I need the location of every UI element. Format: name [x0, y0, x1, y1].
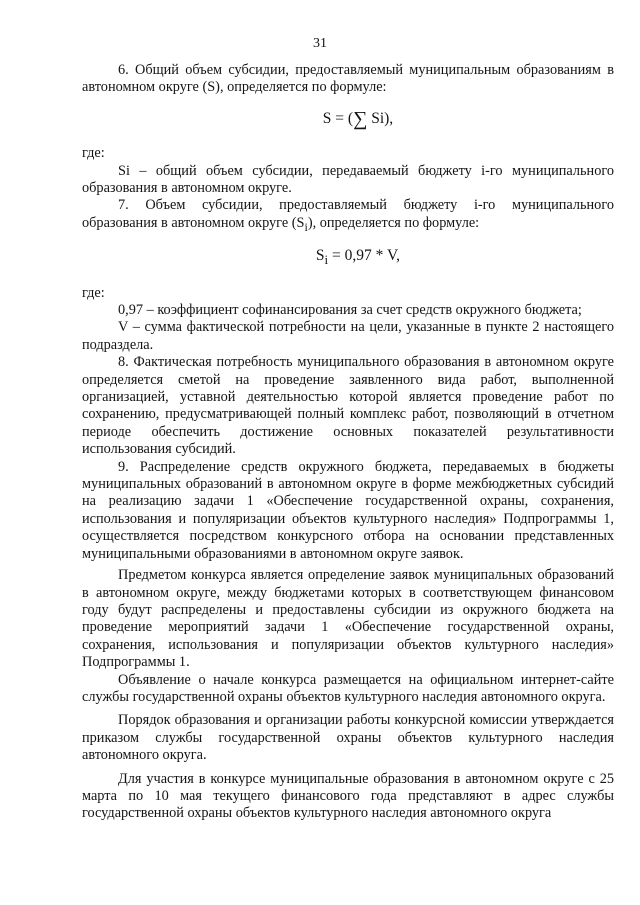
formula2-right: = 0,97 * V,	[328, 247, 401, 265]
paragraph-6: 6. Общий объем субсидии, предоставляемый муниципальным образованиям в автономном округе (S), определяется по формуле:	[82, 62, 614, 96]
coefficient-definition: 0,97 – коэффициент софинансирования за счет средств окружного бюджета;	[118, 302, 582, 319]
formula1-right: Si),	[367, 109, 394, 127]
page-number: 31	[313, 36, 327, 51]
paragraph-9: 9. Распределение средств окружного бюджета, передаваемых в бюджеты муниципальных образований в автономном округе в форме межбюджетных субсидий на реализацию задачи 1 «Обеспечение государственной охраны, сохранения, использования и популяризации объектов культурного наследия» Подпрограммы 1, осуществляется посредством конкурсного отбора на основании представленных муниципальными образованиями в автономном округе заявок.	[82, 458, 614, 562]
where-label-2: где:	[82, 284, 105, 301]
formula1-left: S = (	[322, 109, 354, 127]
v-definition: V – сумма фактической потребности на цели, указанные в пункте 2 настоящего подраздела.	[82, 319, 614, 353]
where-label-1: где:	[82, 145, 105, 162]
paragraph-7-end: ), определяется по формуле:	[307, 214, 480, 231]
paragraph-subject: Предметом конкурса является определение заявок муниципальных образований в автономном округе, между бюджетами которых в соответствующем финансовом году будут распределены и предоставлены субсидии из окружного бюджета на проведение мероприятий задачи 1 «Обеспечение государственной охраны, сохранения, использования и популяризации объектов культурного наследия» Подпрограммы 1.	[82, 567, 614, 671]
document-body	[82, 62, 614, 823]
paragraph-announcement: Объявление о начале конкурса размещается на официальном интернет-сайте службы государственной охраны объектов культурного наследия автономного округа.	[82, 671, 614, 705]
formula-si	[82, 247, 614, 269]
paragraph-participation: Для участия в конкурсе муниципальные образования в автономном округе с 25 марта по 10 мая текущего финансового года представляют в адрес службы государственной охраны объектов культурного наследия автономного округа	[82, 770, 614, 822]
formula2-subscript: i	[324, 252, 329, 268]
paragraph-8: 8. Фактическая потребность муниципального образования в автономном округе определяется сметой на проведение заявленного вида работ, выполненной организацией, уставной деятельностью которой является проведение работ по сохранению, предусматривающей полный комплекс работ, позволяющий в отчетном периоде обеспечить достижение основных показателей результативности использования субсидий.	[82, 354, 614, 458]
paragraph-7-subscript: i	[304, 219, 308, 234]
paragraph-7	[82, 197, 614, 236]
formula2-left: S	[315, 247, 325, 265]
paragraph-commission-order: Порядок образования и организации работы конкурсной комиссии утверждается приказом службы государственной охраны объектов культурного наследия автономного округа.	[82, 712, 614, 764]
formula-s-total	[82, 107, 614, 130]
sigma-symbol: ∑	[353, 107, 368, 130]
paragraph-7-text: 7. Объем субсидии, предоставляемый бюджету i-го муниципального образования в автономном округе (S	[82, 197, 614, 231]
si-definition: Si – общий объем субсидии, передаваемый бюджету i-го муниципального образования в автономном округе.	[82, 162, 614, 197]
